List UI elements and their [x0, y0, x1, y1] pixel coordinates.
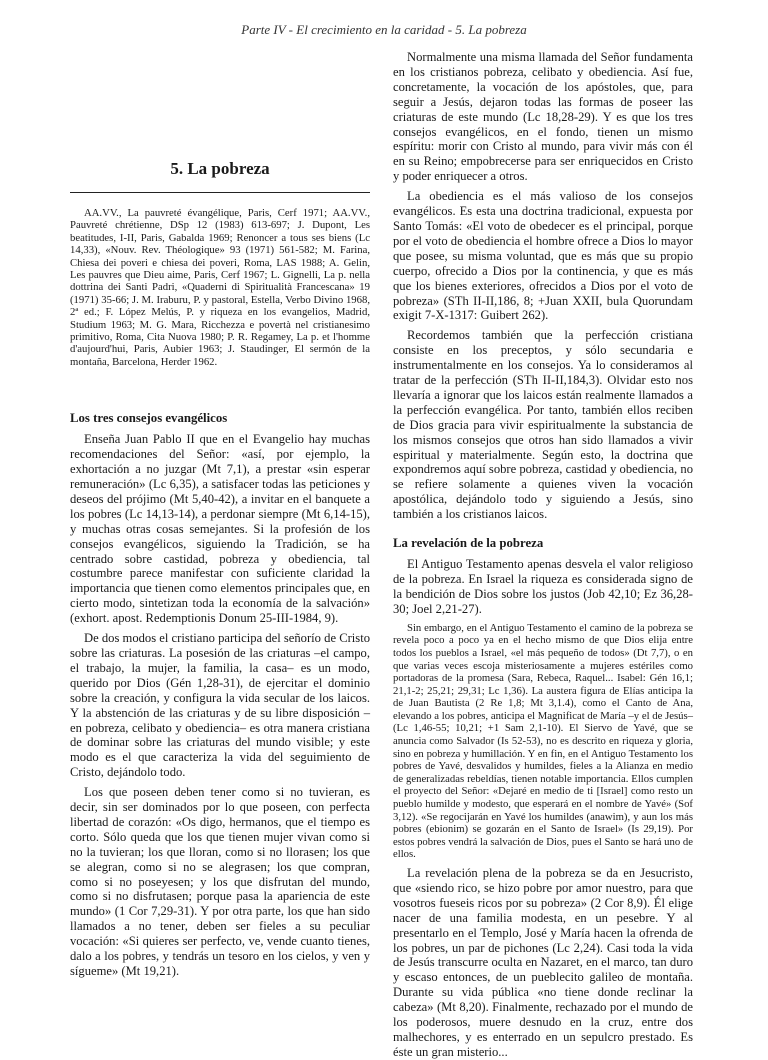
- section-heading-consejos: Los tres consejos evangélicos: [70, 411, 228, 426]
- body-paragraph: Enseña Juan Pablo II que en el Evangelio hay muchas recomendaciones del Señor: «así, por ejemplo, la exhortación a no juzgar (Mt 7,1), a prestar «sin esperar remuneración» (Lc 6,35), a satisfacer todas las peticiones y deseos del prójimo (Mt 5,40-42), a invitar en el banquete a los pobres (Lc 14,13-14), a perdonar siempre (Mt 6,14-15), y muchas otras cosas semejantes. Si la profesión de los consejos evangélicos, siguiendo la Tradición, se ha centrado sobre castidad, pobreza y obediencia, tal costumbre parece manifestar con suficiente claridad la importancia que tienen como elementos principales que, en cierto modo, sintetizan toda la economía de la salvación» (exhort. apost. Redemptionis Donum 25-III-1984, 9).: [70, 432, 370, 626]
- body-paragraph: Los que poseen deben tener como si no tuvieran, es decir, sin ser dominados por lo que poseen, con perfecta libertad de corazón: «Os digo, hermanos, que el tiempo es corto. Sólo queda que los que tienen mujer vivan como si no la tuvieran; los que lloran, como si no llorasen; los que se alegran, como si no se alegrasen; los que compran, como si no poseyesen; y los que disfrutan del mundo, como si no disfrutasen; porque pasa la apariencia de este mundo» (1 Cor 7,29-31). Y por otra parte, los que han sido llamados a no tener, deben ser fieles a su peculiar vocación: «Si quieres ser perfecto, ve, vende cuanto tienes, dalo a los pobres, y tendrás un tesoro en los cielos, y ven y sígueme» (Mt 19,21).: [70, 785, 370, 978]
- body-paragraph: El Antiguo Testamento apenas desvela el valor religioso de la pobreza. En Israel la riqueza es considerada signo de la bendición de Dios sobre los justos (Job 42,10; Ez 36,28-30; Joel 2,21-27).: [393, 557, 693, 616]
- right-column: [393, 50, 693, 1059]
- title-rule: [70, 192, 370, 193]
- body-paragraph: Recordemos también que la perfección cristiana consiste en los preceptos, y sólo secundaria e instrumentalmente en los consejos. Ya lo consideramos al tratar de la perfección (STh II-II,184,3). Olvidar esto nos llevaría a ignorar que los laicos están realmente llamados a la perfección evangélica. Por tanto, también ellos reciben de Dios gracia para vivir espiritualmente la substancia de los mismos consejos que otros han sido llamados a vivir espiritual y materialmente. Según esto, la doctrina que expondremos aquí sobre pobreza, castidad y obediencia, no se refiere solamente a quienes viven la vocación apostólica, dejándolo todo y siguiendo a Jesús, sino también a los cristianos laicos.: [393, 328, 693, 522]
- chapter-title: 5. La pobreza: [170, 159, 270, 178]
- body-paragraph: La obediencia es el más valioso de los consejos evangélicos. Es esta una doctrina tradicional, expuesta por Santo Tomás: «El voto de obedecer es el principal, porque por el voto de obediencia el hombre ofrece a Dios lo mayor que posee, su misma voluntad, que es más que su propio cuerpo, ofrecido a Dios por la continencia, y que es más que los bienes exteriores, ofrecidos a Dios por el voto de pobreza» (STh II-II,186, 8; +Juan XXII, bula Quorundam exigit 7-X-1317: Guibert 262).: [393, 189, 693, 323]
- small-print-paragraph: Sin embargo, en el Antiguo Testamento el camino de la pobreza se revela poco a poco ya en el hecho mismo de que Dios elija entre todos los pueblos a Israel, «el más pequeño de todos» (Dt 7,7), o en que varias veces escoja misteriosamente a mujeres estériles como portadoras de la promesa (Sara, Rebeca, Raquel... Isabel: Gén 16,1; 21,1-2; 25,21; 29,31; Lc 1,36). La austera figura de Elías anticipa la de Juan Bautista (2 Re 1,8; Mt 3,1.4), como el Canto de Ana, elevando a los pobres, anticipa el Magnificat de María –y el de Jesús– (Lc 1,46-55; 10,21; +1 Sam 2,1-10). El Siervo de Yavé, que se anuncia como Salvador (Is 52-53), no es descrito en riqueza y gloria, sino en pobreza y humillación. Y en fin, en el Antiguo Testamento los pobres de Yavé, desvalidos y humildes, fieles a la Alianza en medio de generalizadas rebeldías, tienen notable importancia. Ellos cumplen el proyecto del Señor: «Dejaré en medio de ti [Israel] como resto un pueblo humilde y modesto, que esperará en el nombre de Yavé» (Sof 3,12). «Se regocijarán en Yavé los humildes (anawim), y aun los más pobres (ebionim) se gozarán en el Santo de Israel» (Is 29,19). Por estos pobres vendrá la salvación de Dios, pues el Santo se hará uno de ellos.: [393, 621, 693, 861]
- section-spacer: [70, 373, 370, 397]
- section-heading-revelacion: La revelación de la pobreza: [393, 536, 544, 551]
- running-head: Parte IV - El crecimiento en la caridad - 5. La pobreza: [241, 22, 527, 37]
- body-paragraph: Normalmente una misma llamada del Señor fundamenta en los cristianos pobreza, celibato y obediencia. Así fue, concretamente, la vocación de los apóstoles, que, para seguir a Jesús, dejaron todas las formas de poseer las criaturas de este mundo (Lc 18,28-29). Y es que los tres consejos evangélicos, en el fondo, tienen un mismo espíritu: morir con Cristo al mundo, para vivir más con él en su Reino; empobrecerse para ser enriquecidos en Cristo y poder enriquecer a otros.: [393, 50, 693, 184]
- bibliography: AA.VV., La pauvreté évangélique, Paris, Cerf 1971; AA.VV., Pauvreté chrétienne, DSp 12 (1983) 613-697; J. Dupont, Les beatitudes, I-II, Paris, Gabalda 1969; Renoncer a tous ses biens (Lc 14,33), «Nouv. Rev. Théologique» 93 (1971) 561-582; M. Farina, Chiesa dei poveri e chiesa dei poveri, Roma, LAS 1988; A. Gelin, Les pauvres que Dieu aime, Paris, Cerf 1967; L. Gignelli, La p. nella dottrina dei Santi Padri, «Quaderni di Spiritualità Francescana» 19 (1971) 35-66; J. M. Iraburu, P. y pastoral, Estella, Verbo Divino 1968, 2ª ed.; F. López Melús, P. y riqueza en los evangelios, Madrid, Studium 1963; M. G. Mara, Ricchezza e povertà nel cristianesimo primitivo, Roma, Cita Nuova 1980; P. R. Regamey, La p. et l'homme d'aujourd'hui, Paris, Aubier 1963; J. Staudinger, El sermón de la montaña, Barcelona, Herder 1962.: [70, 207, 370, 368]
- body-paragraph: De dos modos el cristiano participa del señorío de Cristo sobre las criaturas. La posesión de las criaturas –el campo, el trabajo, la mujer, la familia, la casa– es un modo, querido por Dios (Gén 1,28-31), de ejercitar el dominio sobre la creación, y configura la vida secular de los laicos. Y la abstención de las criaturas y de su libre disposición –en pobreza, celibato y obediencia– es otra manera cristiana de dominar sobre las criaturas del mundo visible; y este modo es el que caracteriza la vida del seguimiento de Cristo, dejándolo todo.: [70, 631, 370, 780]
- left-column: [70, 50, 370, 1022]
- body-paragraph: La revelación plena de la pobreza se da en Jesucristo, que «siendo rico, se hizo pobre por amor nuestro, para que vosotros fueseis ricos por su pobreza» (2 Cor 8,9). Él elige nacer de una familia modesta, en un pesebre. Y al presentarlo en el Templo, José y María hacen la ofrenda de los pobres, un par de pichones (Lc 2,24). Casi toda la vida de Jesús transcurre oculta en Nazaret, en el marco, tan duro y escaso entonces, de un pueblecito galileo de montaña. Durante su vida pública «no tiene donde reclinar la cabeza» (Mt 8,20). Finalmente, rechazado por el mundo de los poderosos, muere desnudo en la cruz, entre dos malhechores, y es enterrado en un sepulcro prestado. Es éste un gran misterio...: [393, 866, 693, 1059]
